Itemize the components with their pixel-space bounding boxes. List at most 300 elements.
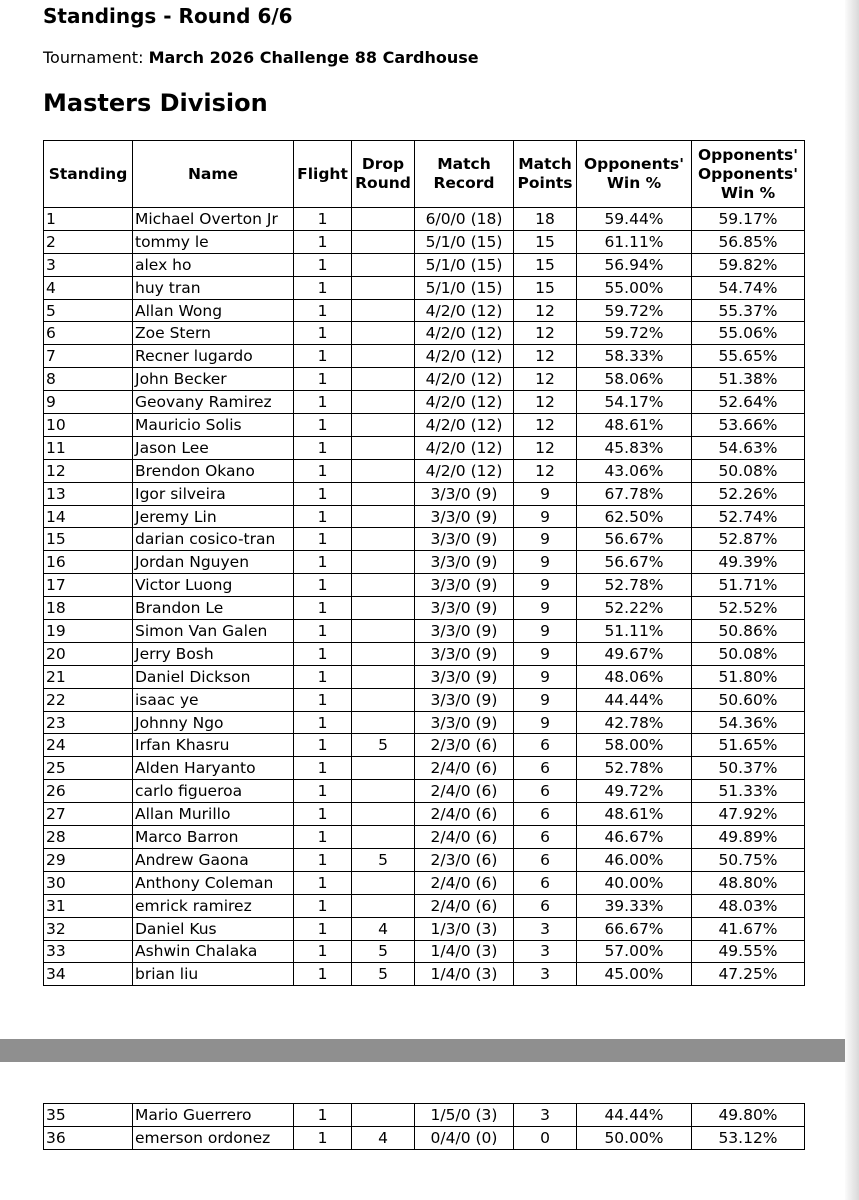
opponents-win-cell: 45.83% [577,436,692,459]
flight-cell: 1 [294,688,352,711]
name-cell: Simon Van Galen [133,620,294,643]
standing-cell: 8 [44,368,133,391]
opponents-win-cell: 52.78% [577,757,692,780]
name-cell: Daniel Dickson [133,665,294,688]
standing-cell: 31 [44,894,133,917]
opponents-opponents-win-cell: 55.37% [692,299,805,322]
opponents-win-cell: 55.00% [577,276,692,299]
table-row [44,803,805,826]
opponents-win-cell: 56.67% [577,528,692,551]
drop-round-cell [352,528,415,551]
name-cell: Michael Overton Jr [133,208,294,231]
match-record-cell: 4/2/0 (12) [415,368,514,391]
opponents-win-cell: 57.00% [577,940,692,963]
standing-cell: 23 [44,711,133,734]
table-row [44,597,805,620]
standing-cell: 7 [44,345,133,368]
opponents-win-cell: 56.94% [577,253,692,276]
col-drop-round: Drop Round [352,141,415,208]
match-points-cell: 3 [514,963,577,986]
flight-cell: 1 [294,597,352,620]
drop-round-cell [352,665,415,688]
drop-round-cell: 4 [352,917,415,940]
table-row [44,551,805,574]
match-points-cell: 6 [514,871,577,894]
table-row [44,688,805,711]
opponents-opponents-win-cell: 52.64% [692,391,805,414]
name-cell: Marco Barron [133,826,294,849]
standing-cell: 22 [44,688,133,711]
flight-cell: 1 [294,963,352,986]
opponents-opponents-win-cell: 50.75% [692,848,805,871]
table-row [44,208,805,231]
col-opponents-win: Opponents' Win % [577,141,692,208]
name-cell: Recner lugardo [133,345,294,368]
name-cell: Anthony Coleman [133,871,294,894]
match-record-cell: 2/4/0 (6) [415,871,514,894]
table-row [44,871,805,894]
drop-round-cell [352,871,415,894]
name-cell: Ashwin Chalaka [133,940,294,963]
match-record-cell: 3/3/0 (9) [415,505,514,528]
standing-cell: 2 [44,230,133,253]
match-record-cell: 4/2/0 (12) [415,299,514,322]
table-row [44,276,805,299]
match-record-cell: 4/2/0 (12) [415,322,514,345]
drop-round-cell [352,459,415,482]
drop-round-cell [352,414,415,437]
table-row [44,780,805,803]
standing-cell: 16 [44,551,133,574]
match-points-cell: 12 [514,322,577,345]
opponents-win-cell: 56.67% [577,551,692,574]
opponents-win-cell: 44.44% [577,688,692,711]
match-record-cell: 4/2/0 (12) [415,391,514,414]
table-row [44,620,805,643]
standing-cell: 32 [44,917,133,940]
standing-cell: 21 [44,665,133,688]
opponents-win-cell: 67.78% [577,482,692,505]
name-cell: Alden Haryanto [133,757,294,780]
match-record-cell: 2/4/0 (6) [415,803,514,826]
name-cell: alex ho [133,253,294,276]
name-cell: Igor silveira [133,482,294,505]
opponents-opponents-win-cell: 48.03% [692,894,805,917]
opponents-win-cell: 42.78% [577,711,692,734]
name-cell: emrick ramirez [133,894,294,917]
flight-cell: 1 [294,711,352,734]
flight-cell: 1 [294,459,352,482]
drop-round-cell [352,253,415,276]
match-points-cell: 9 [514,528,577,551]
drop-round-cell [352,299,415,322]
flight-cell: 1 [294,528,352,551]
match-points-cell: 9 [514,620,577,643]
match-points-cell: 3 [514,1104,577,1127]
drop-round-cell: 4 [352,1126,415,1149]
table-row [44,894,805,917]
table-row [44,665,805,688]
opponents-opponents-win-cell: 51.38% [692,368,805,391]
flight-cell: 1 [294,757,352,780]
opponents-win-cell: 58.00% [577,734,692,757]
flight-cell: 1 [294,894,352,917]
flight-cell: 1 [294,780,352,803]
opponents-opponents-win-cell: 49.89% [692,826,805,849]
flight-cell: 1 [294,299,352,322]
flight-cell: 1 [294,414,352,437]
match-points-cell: 9 [514,505,577,528]
name-cell: tommy le [133,230,294,253]
opponents-win-cell: 62.50% [577,505,692,528]
match-points-cell: 9 [514,665,577,688]
name-cell: Jason Lee [133,436,294,459]
match-points-cell: 12 [514,459,577,482]
flight-cell: 1 [294,620,352,643]
opponents-opponents-win-cell: 54.63% [692,436,805,459]
opponents-opponents-win-cell: 51.65% [692,734,805,757]
opponents-opponents-win-cell: 50.37% [692,757,805,780]
flight-cell: 1 [294,505,352,528]
opponents-opponents-win-cell: 54.74% [692,276,805,299]
opponents-win-cell: 58.06% [577,368,692,391]
match-points-cell: 18 [514,208,577,231]
drop-round-cell [352,574,415,597]
match-record-cell: 2/3/0 (6) [415,734,514,757]
standing-cell: 19 [44,620,133,643]
match-record-cell: 5/1/0 (15) [415,230,514,253]
opponents-win-cell: 46.67% [577,826,692,849]
opponents-opponents-win-cell: 53.66% [692,414,805,437]
flight-cell: 1 [294,230,352,253]
table-row [44,574,805,597]
table-row [44,414,805,437]
table-row [44,642,805,665]
opponents-opponents-win-cell: 51.33% [692,780,805,803]
opponents-opponents-win-cell: 49.39% [692,551,805,574]
name-cell: carlo figueroa [133,780,294,803]
match-points-cell: 3 [514,940,577,963]
drop-round-cell [352,345,415,368]
opponents-opponents-win-cell: 49.80% [692,1104,805,1127]
standing-cell: 14 [44,505,133,528]
opponents-win-cell: 58.33% [577,345,692,368]
match-record-cell: 5/1/0 (15) [415,276,514,299]
opponents-opponents-win-cell: 50.60% [692,688,805,711]
table-row [44,299,805,322]
flight-cell: 1 [294,826,352,849]
match-points-cell: 9 [514,551,577,574]
name-cell: Brendon Okano [133,459,294,482]
opponents-opponents-win-cell: 59.17% [692,208,805,231]
table-row [44,963,805,986]
drop-round-cell [352,322,415,345]
match-points-cell: 9 [514,688,577,711]
drop-round-cell [352,505,415,528]
table-row [44,436,805,459]
name-cell: Zoe Stern [133,322,294,345]
table-row [44,528,805,551]
flight-cell: 1 [294,1126,352,1149]
opponents-win-cell: 40.00% [577,871,692,894]
col-flight: Flight [294,141,352,208]
standing-cell: 12 [44,459,133,482]
drop-round-cell [352,436,415,459]
drop-round-cell: 5 [352,734,415,757]
flight-cell: 1 [294,322,352,345]
standing-cell: 3 [44,253,133,276]
drop-round-cell [352,803,415,826]
drop-round-cell: 5 [352,848,415,871]
flight-cell: 1 [294,574,352,597]
opponents-opponents-win-cell: 47.25% [692,963,805,986]
name-cell: Geovany Ramirez [133,391,294,414]
drop-round-cell [352,711,415,734]
drop-round-cell [352,1104,415,1127]
name-cell: brian liu [133,963,294,986]
match-points-cell: 12 [514,345,577,368]
match-points-cell: 6 [514,848,577,871]
table-row [44,917,805,940]
name-cell: isaac ye [133,688,294,711]
match-points-cell: 12 [514,414,577,437]
table-row [44,505,805,528]
drop-round-cell: 5 [352,940,415,963]
standing-cell: 25 [44,757,133,780]
name-cell: Jerry Bosh [133,642,294,665]
col-standing: Standing [44,141,133,208]
opponents-win-cell: 50.00% [577,1126,692,1149]
standing-cell: 13 [44,482,133,505]
opponents-win-cell: 48.61% [577,803,692,826]
opponents-opponents-win-cell: 52.52% [692,597,805,620]
drop-round-cell [352,551,415,574]
flight-cell: 1 [294,253,352,276]
opponents-opponents-win-cell: 56.85% [692,230,805,253]
opponents-opponents-win-cell: 51.80% [692,665,805,688]
opponents-opponents-win-cell: 48.80% [692,871,805,894]
match-record-cell: 4/2/0 (12) [415,414,514,437]
division-heading: Masters Division [43,89,268,117]
opponents-win-cell: 48.61% [577,414,692,437]
opponents-opponents-win-cell: 52.74% [692,505,805,528]
opponents-win-cell: 49.72% [577,780,692,803]
name-cell: Victor Luong [133,574,294,597]
name-cell: Johnny Ngo [133,711,294,734]
name-cell: Allan Wong [133,299,294,322]
page-edge [845,0,859,1200]
match-record-cell: 5/1/0 (15) [415,253,514,276]
name-cell: John Becker [133,368,294,391]
match-record-cell: 3/3/0 (9) [415,597,514,620]
table-row [44,711,805,734]
standing-cell: 1 [44,208,133,231]
opponents-win-cell: 54.17% [577,391,692,414]
opponents-opponents-win-cell: 59.82% [692,253,805,276]
flight-cell: 1 [294,551,352,574]
opponents-win-cell: 45.00% [577,963,692,986]
col-name: Name [133,141,294,208]
header-row [44,141,805,208]
match-points-cell: 6 [514,894,577,917]
match-points-cell: 15 [514,276,577,299]
name-cell: Daniel Kus [133,917,294,940]
name-cell: Jeremy Lin [133,505,294,528]
opponents-opponents-win-cell: 47.92% [692,803,805,826]
flight-cell: 1 [294,803,352,826]
match-points-cell: 6 [514,734,577,757]
match-record-cell: 2/4/0 (6) [415,894,514,917]
drop-round-cell: 5 [352,963,415,986]
opponents-opponents-win-cell: 41.67% [692,917,805,940]
standing-cell: 17 [44,574,133,597]
table-row [44,253,805,276]
standing-cell: 35 [44,1104,133,1127]
flight-cell: 1 [294,345,352,368]
standing-cell: 11 [44,436,133,459]
match-record-cell: 3/3/0 (9) [415,642,514,665]
name-cell: Andrew Gaona [133,848,294,871]
name-cell: Irfan Khasru [133,734,294,757]
match-record-cell: 1/4/0 (3) [415,963,514,986]
page-title: Standings - Round 6/6 [43,4,293,28]
flight-cell: 1 [294,642,352,665]
opponents-win-cell: 59.44% [577,208,692,231]
standings-table [43,140,805,986]
match-record-cell: 3/3/0 (9) [415,574,514,597]
match-points-cell: 6 [514,780,577,803]
standing-cell: 28 [44,826,133,849]
col-opponents-opponents-win: Opponents' Opponents' Win % [692,141,805,208]
drop-round-cell [352,391,415,414]
match-points-cell: 15 [514,253,577,276]
standing-cell: 10 [44,414,133,437]
match-points-cell: 0 [514,1126,577,1149]
standing-cell: 9 [44,391,133,414]
match-points-cell: 12 [514,436,577,459]
table-row [44,322,805,345]
match-record-cell: 3/3/0 (9) [415,482,514,505]
drop-round-cell [352,780,415,803]
flight-cell: 1 [294,276,352,299]
opponents-win-cell: 44.44% [577,1104,692,1127]
name-cell: Mauricio Solis [133,414,294,437]
match-points-cell: 9 [514,642,577,665]
match-points-cell: 9 [514,482,577,505]
match-record-cell: 4/2/0 (12) [415,436,514,459]
table-row [44,848,805,871]
match-points-cell: 6 [514,803,577,826]
table-row [44,940,805,963]
opponents-opponents-win-cell: 52.26% [692,482,805,505]
standing-cell: 33 [44,940,133,963]
drop-round-cell [352,208,415,231]
flight-cell: 1 [294,436,352,459]
tournament-name: March 2026 Challenge 88 Cardhouse [148,48,479,67]
opponents-opponents-win-cell: 55.65% [692,345,805,368]
opponents-win-cell: 39.33% [577,894,692,917]
standing-cell: 18 [44,597,133,620]
match-record-cell: 2/4/0 (6) [415,757,514,780]
table-row [44,1104,805,1127]
table-row [44,482,805,505]
standings-body-continued [44,1104,805,1150]
opponents-win-cell: 43.06% [577,459,692,482]
flight-cell: 1 [294,871,352,894]
table-row [44,757,805,780]
drop-round-cell [352,368,415,391]
table-row [44,345,805,368]
match-record-cell: 1/5/0 (3) [415,1104,514,1127]
table-row [44,368,805,391]
match-record-cell: 3/3/0 (9) [415,551,514,574]
opponents-win-cell: 61.11% [577,230,692,253]
opponents-opponents-win-cell: 49.55% [692,940,805,963]
name-cell: Brandon Le [133,597,294,620]
match-points-cell: 12 [514,299,577,322]
opponents-opponents-win-cell: 53.12% [692,1126,805,1149]
opponents-win-cell: 59.72% [577,322,692,345]
match-record-cell: 1/4/0 (3) [415,940,514,963]
name-cell: Mario Guerrero [133,1104,294,1127]
flight-cell: 1 [294,368,352,391]
name-cell: emerson ordonez [133,1126,294,1149]
match-points-cell: 3 [514,917,577,940]
col-match-points: Match Points [514,141,577,208]
flight-cell: 1 [294,734,352,757]
match-record-cell: 3/3/0 (9) [415,665,514,688]
table-row [44,230,805,253]
flight-cell: 1 [294,940,352,963]
standings-table-continued [43,1103,805,1150]
drop-round-cell [352,482,415,505]
standing-cell: 20 [44,642,133,665]
drop-round-cell [352,642,415,665]
table-row [44,1126,805,1149]
match-record-cell: 2/4/0 (6) [415,826,514,849]
match-record-cell: 4/2/0 (12) [415,459,514,482]
opponents-opponents-win-cell: 52.87% [692,528,805,551]
standing-cell: 24 [44,734,133,757]
opponents-opponents-win-cell: 51.71% [692,574,805,597]
opponents-win-cell: 51.11% [577,620,692,643]
opponents-win-cell: 52.22% [577,597,692,620]
flight-cell: 1 [294,482,352,505]
match-record-cell: 2/3/0 (6) [415,848,514,871]
opponents-win-cell: 48.06% [577,665,692,688]
match-record-cell: 3/3/0 (9) [415,688,514,711]
flight-cell: 1 [294,665,352,688]
opponents-opponents-win-cell: 50.08% [692,642,805,665]
table-row [44,391,805,414]
col-match-record: Match Record [415,141,514,208]
opponents-win-cell: 49.67% [577,642,692,665]
drop-round-cell [352,826,415,849]
match-points-cell: 9 [514,711,577,734]
tournament-label: Tournament: [43,48,144,67]
opponents-opponents-win-cell: 50.08% [692,459,805,482]
match-record-cell: 4/2/0 (12) [415,345,514,368]
opponents-win-cell: 46.00% [577,848,692,871]
match-record-cell: 3/3/0 (9) [415,620,514,643]
flight-cell: 1 [294,208,352,231]
table-row [44,734,805,757]
standing-cell: 15 [44,528,133,551]
drop-round-cell [352,757,415,780]
match-record-cell: 3/3/0 (9) [415,528,514,551]
flight-cell: 1 [294,848,352,871]
standing-cell: 30 [44,871,133,894]
